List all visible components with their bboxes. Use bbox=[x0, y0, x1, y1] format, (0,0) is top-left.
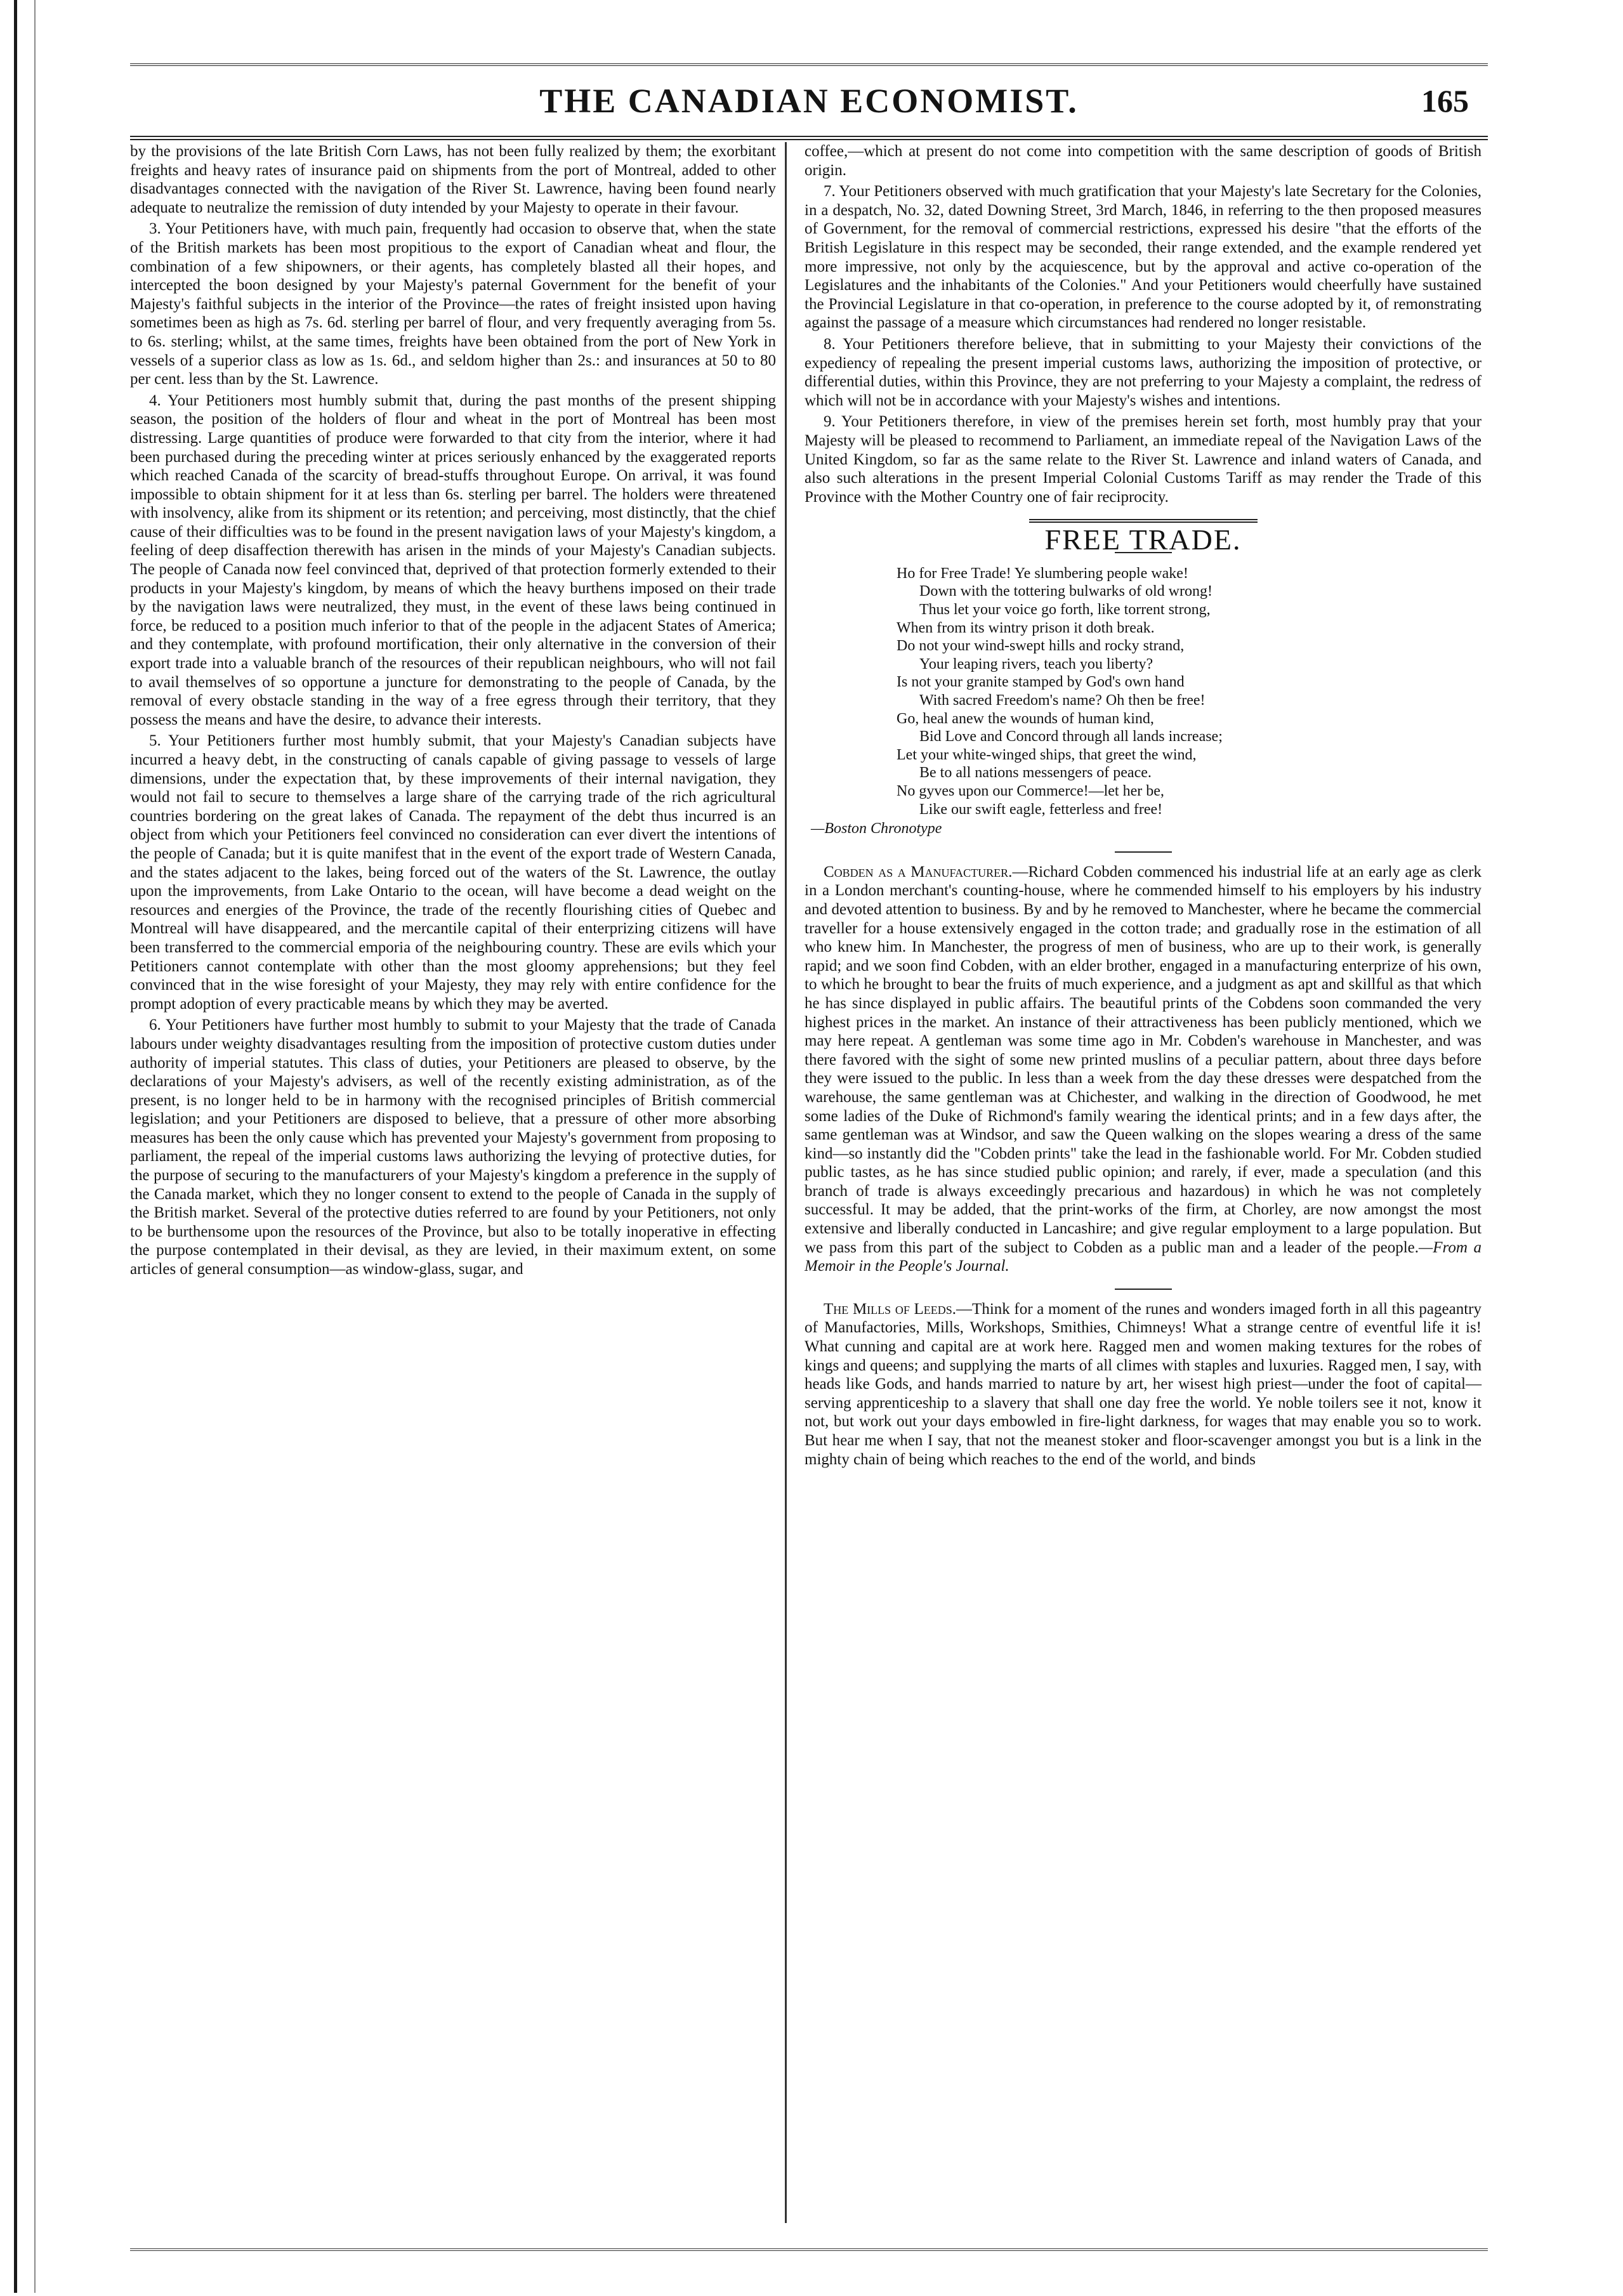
petition-paragraph-4: 4. Your Petitioners most humbly submit that, during the past months of the present shipping season, the position of the holders of flour and wheat in the port of Montreal has been most distressing. Large quantities of produce were forwarded to that city from the interior, where it had been purchased during the preceding winter at prices seriously enhanced by the exaggerated reports which reached Canada of the scarcity of bread-stuffs throughout Europe. On arrival, it was found impossible to obtain shipment for it at less than 6s. sterling per barrel. The holders were threatened with insolvency, alike from its shipment or its retention; and perceiving, most distinctly, that the chief cause of their difficulties was to be found in the present navigation laws of your Majesty's kingdom, a feeling of deep disaffection therewith has arisen in the minds of your Majesty's Canadian subjects. The people of Canada now feel convinced that, deprived of that protection formerly extended to their products in your Majesty's kingdom, by means of which the heavy burthens imposed on their trade by the navigation laws were neutralized, they must, in the event of these laws being continued in force, be reduced to a position much inferior to that of the people in the adjacent States of America; and they contemplate, with profound mortification, their only alternative in the conversion of their export trade into a valuable branch of the resources of their republican neighbours, who will not fail to avail themselves of so opportune a juncture for demonstrating to the people of Canada, by the removal of every obstacle standing in the way of a free egress through their territory, that they possess the means and have the desire, to advance their interests. bbox=[130, 391, 776, 728]
left-column bbox=[130, 142, 787, 2223]
mills-article bbox=[805, 1300, 1482, 1469]
poem-line: When from its wintry prison it doth break. bbox=[897, 619, 1155, 636]
poem-line: Let your white-winged ships, that greet the wind, bbox=[897, 746, 1197, 763]
petition-paragraph-5: 5. Your Petitioners further most humbly submit, that your Majesty's Canadian subjects have incurred a heavy debt, in the constructing of canals capable of giving passage to vessels of large dimensions, under the expectation that, by these improvements of their internal navigation, they would not fail to secure to themselves a large share of the carrying trade of the rich agricultural countries bordering on the great lakes of Canada. The repayment of the debt thus incurred is an object from which your Petitioners feel convinced no consideration can ever divert the intentions of the people of Canada; but it is quite manifest that in the event of the export trade of Western Canada, and the states adjacent to the lakes, being forced out of the waters of the St. Lawrence, the outlay upon the improvements, from Lake Ontario to the ocean, will have become a dead weight on the resources and energies of the Province, the trade of the recently flourishing cities of Quebec and Montreal will have disappeared, and the mercantile capital of their enterprizing citizens will have been transferred to the commercial emporia of the neighbouring country. These are evils which your Petitioners cannot contemplate with other than the most gloomy apprehensions; but they feel convinced that in the wise foresight of your Majesty, they may rely with entire confidence for the prompt adoption of every practicable means by which they may be averted. bbox=[130, 732, 776, 1013]
poem-line: Down with the tottering bulwarks of old wrong! bbox=[919, 583, 1212, 600]
free-trade-poem bbox=[897, 565, 1482, 818]
petition-paragraph-6: 6. Your Petitioners have further most humbly to submit to your Majesty that the trade of Canada labours under weighty disadvantages resulting from the imposition of protective custom duties under authority of imperial statutes. This class of duties, your Petitioners are pleased to observe, by the declarations of your Majesty's advisers, as well of the recently existing administration, as of the present, is no longer held to be in harmony with the recognised principles of British commercial legislation; and your Petitioners are disposed to believe, that a pressure of other more absorbing measures has been the only cause which has prevented your Majesty's government from proposing to parliament, the repeal of the imperial customs laws authorizing the levying of protective duties, for the purpose of securing to the manufacturers of your Majesty's kingdom a preference in the supply of the Canada market, which they no longer consent to extend to the people of Canada in the supply of the British market. Several of the protective duties referred to are found by your Petitioners, not only to be burthensome upon the resources of the Province, but also to be totally inoperative in effecting the purpose contemplated in their devisal, as they are levied, in their maximum extent, on some articles of general consumption—as window-glass, sugar, and bbox=[130, 1016, 776, 1278]
poem-line: Bid Love and Concord through all lands increase; bbox=[919, 728, 1223, 745]
poem-line: Thus let your voice go forth, like torrent strong, bbox=[919, 601, 1211, 619]
mills-text: —Think for a moment of the runes and wonders imaged forth in all this pageantry of Manufactories, Mills, Workshops, Smithies, Chimneys! What a strange centre of eventful life it is! What cunning and capital are at work here. Ragged men and women making textures for the robes of kings and queens; and supplying the marts of all climes with staples and luxuries. Ragged men, I say, with heads like Gods, and hands married to nature by art, her wisest high priest—under the foot of capital—serving apprenticeship to a slavery that shall one day free the world. Ye noble toilers see it not, know it not, but work out your days embowled in fire-light darkness, for wages that may enable you so to work. But hear me when I say, that not the meanest stoker and floor-scavenger amongst you but is a link in the mighty chain of being which reaches to the end of the world, and binds bbox=[805, 1300, 1482, 1468]
poem-line: With sacred Freedom's name? Oh then be free! bbox=[919, 692, 1206, 709]
petition-paragraph-6-end: coffee,—which at present do not come into competition with the same description of goods of British origin. bbox=[805, 143, 1482, 179]
article-divider bbox=[1115, 851, 1172, 853]
newspaper-page bbox=[130, 63, 1488, 2296]
book-binding-edge bbox=[0, 0, 76, 2293]
article-columns bbox=[130, 142, 1488, 2223]
petition-paragraph-3: 3. Your Petitioners have, with much pain, frequently had occasion to observe that, when the state of the British markets has been most propitious to the export of Canadian wheat and flour, the combination of a few shipowners, or their agents, has completely blasted all their hopes, and intercepted the boon designed by your Majesty's paternal Government for the benefit of your Majesty's faithful subjects in the interior of the Province—the rates of freight insisted upon having sometimes been as high as 7s. 6d. sterling per barrel of flour, and very frequently averaging from 5s. to 6s. sterling; whilst, at the same times, freights have been obtained from the port of New York in vessels of a superior class as low as 1s. 6d., and seldom higher than 2s.: and insurances at 50 to 80 per cent. less than by the St. Lawrence. bbox=[130, 220, 776, 388]
petition-paragraph-7: 7. Your Petitioners observed with much gratification that your Majesty's late Secretary for the Colonies, in a despatch, No. 32, dated Downing Street, 3rd March, 1846, in referring to the then proposed measures of Government, for the removal of commercial restrictions, expressed his desire "that the efforts of the British Legislature in this respect may be seconded, their range extended, and the example rendered yet more impressive, not only by the acquiescence, but by the approval and active co-operation of the Legislatures and the inhabitants of the Colonies." And your Petitioners would cheerfully have sustained the Provincial Legislature in that co-operation, in preference to the course adopted by it, of remonstrating against the passage of a measure which circumstances had rendered no longer resistable. bbox=[805, 183, 1482, 332]
poem-line: Ho for Free Trade! Ye slumbering people wake! bbox=[897, 565, 1188, 582]
section-divider bbox=[1029, 519, 1258, 523]
poem-line: Go, heal anew the wounds of human kind, bbox=[897, 710, 1154, 727]
poem-attribution: —Boston Chronotype bbox=[811, 820, 942, 837]
footer-rule bbox=[130, 2248, 1488, 2251]
poem-line: No gyves upon our Commerce!—let her be, bbox=[897, 783, 1164, 799]
poem-line: Like our swift eagle, fetterless and free! bbox=[919, 801, 1163, 818]
article-divider bbox=[1115, 1289, 1172, 1290]
publication-title: THE CANADIAN ECONOMIST. bbox=[539, 82, 1079, 120]
mills-lead: The Mills of Leeds. bbox=[824, 1300, 957, 1318]
cobden-article bbox=[805, 863, 1482, 1276]
right-column bbox=[787, 142, 1488, 2223]
page-number: 165 bbox=[1421, 83, 1469, 119]
poem-line: Your leaping rivers, teach you liberty? bbox=[919, 655, 1153, 672]
petition-paragraph-9: 9. Your Petitioners therefore, in view of the premises herein set forth, most humbly pray that your Majesty will be pleased to recommend to Parliament, an immediate repeal of the Navigation Laws of the United Kingdom, so far as the same relate to the River St. Lawrence and inland waters of Canada, and also such alterations in the present Imperial Colonial Customs Tariff as may render the Trade of this Province with the Mother Country one of fair reciprocity. bbox=[805, 413, 1482, 506]
poem-line: Is not your granite stamped by God's own hand bbox=[897, 674, 1185, 691]
poem-line: Be to all nations messengers of peace. bbox=[919, 764, 1152, 782]
cobden-text: —Richard Cobden commenced his industrial life at an early age as clerk in a London merchant's counting-house, where he commended himself to his employers by his industry and devoted attention to business. By and by he removed to Manchester, where he became the commercial traveller for a house extensively engaged in the cotton trade; and gradually rose in the estimation of all who knew him. In Manchester, the progress of men of business, who are up to their work, is generally rapid; and we soon find Cobden, with an elder brother, engaged in a manufacturing enterprize of his own, to which he brought to bear the fruits of much experience, and a judgment as apt and skillful as that which he has since displayed in public affairs. The beautiful prints of the Cobdens soon commanded the very highest prices in the market. An instance of their attractiveness has been publicly mentioned, which we may here repeat. A gentleman was some time ago in Mr. Cobden's warehouse in Manchester, and was there favored with the sight of some new printed muslins of a peculiar pattern, about three days before they were issued to the public. In less than a week from the day these dresses were despatched from the warehouse, the same gentleman was at Chichester, and walking in the direction of Goodwood, he met some ladies of the Duke of Richmond's family wearing the identical prints; and in a few days after, the same gentleman was at Windsor, and saw the Queen walking on the slopes wearing a dress of the same kind—so instantly did the "Cobden prints" take the lead in the fashionable world. For Mr. Cobden studied public tastes, as he has since studied public opinion; and rarely, if ever, made a speculation (and this branch of trade is always exceedingly precarious and hazardous) in which he was not completely successful. It may be added, that the print-works of the firm, at Chorley, are now amongst the most extensive and liberally conducted in Lancashire; and give regular employment to a large population. But we pass from this part of the subject to Cobden as a public man and a leader of the people. bbox=[805, 863, 1482, 1256]
cobden-lead: Cobden as a Manufacturer. bbox=[824, 863, 1013, 881]
cobden-source: —From a Memoir in the People's Journal. bbox=[805, 1238, 1482, 1275]
poem-title: FREE TRADE. bbox=[1044, 523, 1242, 556]
poem-line: Do not your wind-swept hills and rocky strand, bbox=[897, 638, 1185, 655]
petition-paragraph-continued: by the provisions of the late British Corn Laws, has not been fully realized by them; the exorbitant freights and heavy rates of insurance paid on shipments from the port of Montreal, added to other disadvantages connected with the navigation of the River St. Lawrence, having been found nearly adequate to neutralize the remission of duty intended by your Majesty to operate in their favour. bbox=[130, 143, 776, 216]
masthead bbox=[130, 66, 1488, 140]
petition-paragraph-8: 8. Your Petitioners therefore believe, that in submitting to your Majesty their convictions of the expediency of repealing the present imperial customs laws, authorizing the imposition of protective, or differential duties, within this Province, they are not preferring to your Majesty a complaint, the redress of which will not be in accordance with your Majesty's wishes and intentions. bbox=[805, 335, 1482, 409]
